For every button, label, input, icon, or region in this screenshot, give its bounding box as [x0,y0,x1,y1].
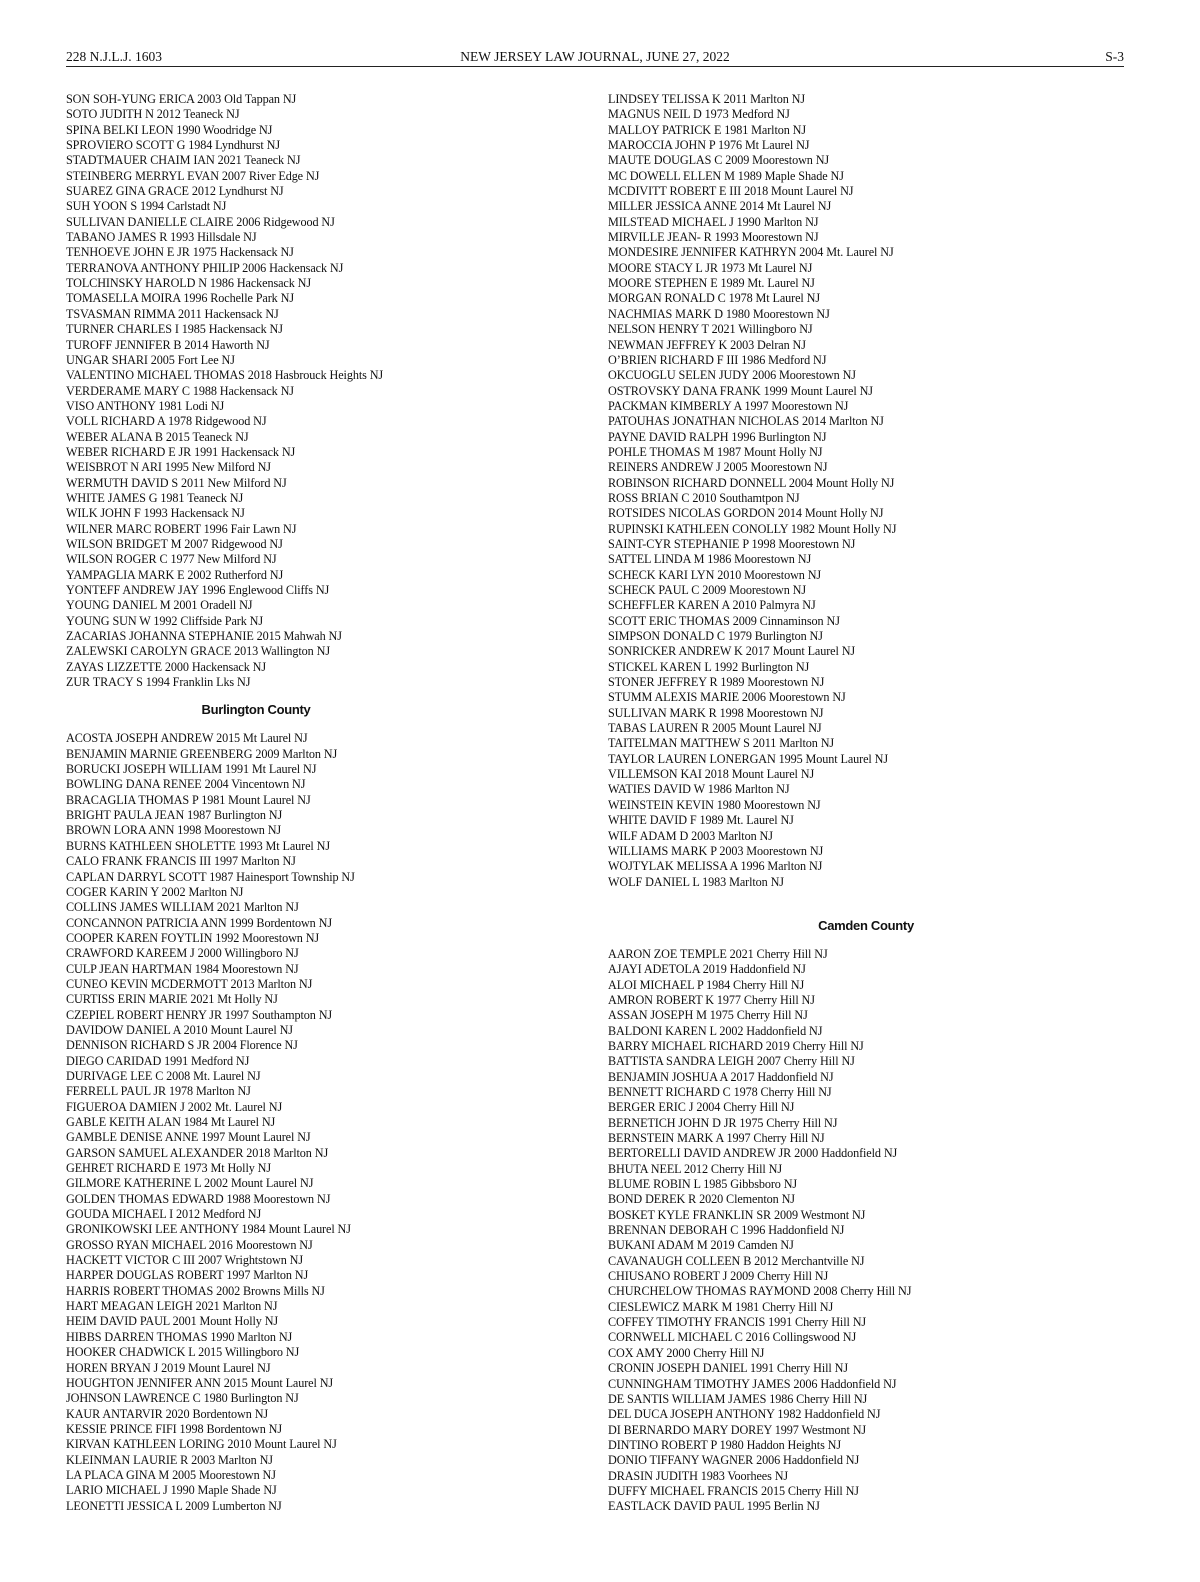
list-item: CORNWELL MICHAEL C 2016 Collingswood NJ [608,1330,857,1345]
list-item: BENJAMIN JOSHUA A 2017 Haddonfield NJ [608,1069,834,1084]
list-item: WILSON ROGER C 1977 New Milford NJ [66,552,277,567]
list-item: COLLINS JAMES WILLIAM 2021 Marlton NJ [66,900,299,915]
list-item: BERNETICH JOHN D JR 1975 Cherry Hill NJ [608,1115,838,1130]
list-item: VILLEMSON KAI 2018 Mount Laurel NJ [608,767,815,782]
list-item: DI BERNARDO MARY DOREY 1997 Westmont NJ [608,1422,867,1437]
list-item: BRIGHT PAULA JEAN 1987 Burlington NJ [66,808,283,823]
list-item: HART MEAGAN LEIGH 2021 Marlton NJ [66,1299,278,1314]
publication-title: NEW JERSEY LAW JOURNAL, JUNE 27, 2022 [460,49,730,64]
list-item: KLEINMAN LAURIE R 2003 Marlton NJ [66,1452,273,1467]
list-item: MOORE STACY L JR 1973 Mt Laurel NJ [608,260,813,275]
list-item: JOHNSON LAWRENCE C 1980 Burlington NJ [66,1391,299,1406]
list-item: WILF ADAM D 2003 Marlton NJ [608,828,773,843]
list-item: KIRVAN KATHLEEN LORING 2010 Mount Laurel NJ [66,1437,337,1452]
list-item: SULLIVAN MARK R 1998 Moorestown NJ [608,705,824,720]
list-item: BOWLING DANA RENEE 2004 Vincentown NJ [66,777,306,792]
list-item: BALDONI KAREN L 2002 Haddonfield NJ [608,1023,823,1038]
list-item: BOSKET KYLE FRANKLIN SR 2009 Westmont NJ [608,1207,866,1222]
list-item: BENNETT RICHARD C 1978 Cherry Hill NJ [608,1084,832,1099]
list-item: MONDESIRE JENNIFER KATHRYN 2004 Mt. Laurel NJ [608,245,894,260]
list-item: AJAYI ADETOLA 2019 Haddonfield NJ [608,962,806,977]
list-item: HIBBS DARREN THOMAS 1990 Marlton NJ [66,1329,293,1344]
list-item: KESSIE PRINCE FIFI 1998 Bordentown NJ [66,1421,283,1436]
list-item: CAVANAUGH COLLEEN B 2012 Merchantville NJ [608,1253,865,1268]
list-item: TABANO JAMES R 1993 Hillsdale NJ [66,230,257,245]
list-item: SAINT-CYR STEPHANIE P 1998 Moorestown NJ [608,536,856,551]
list-item: YOUNG SUN W 1992 Cliffside Park NJ [66,613,264,628]
list-item: WHITE DAVID F 1989 Mt. Laurel NJ [608,813,794,828]
list-item: BOND DEREK R 2020 Clementon NJ [608,1192,795,1207]
page-header [66,49,1124,67]
list-item: DENNISON RICHARD S JR 2004 Florence NJ [66,1038,298,1053]
page-number: S-3 [1105,49,1124,64]
list-item: MOORE STEPHEN E 1989 Mt. Laurel NJ [608,276,815,291]
list-item: DURIVAGE LEE C 2008 Mt. Laurel NJ [66,1068,261,1083]
list-item: SONRICKER ANDREW K 2017 Mount Laurel NJ [608,644,856,659]
list-item: CUNEO KEVIN MCDERMOTT 2013 Marlton NJ [66,976,313,991]
list-item: SCHEFFLER KAREN A 2010 Palmyra NJ [608,598,816,613]
list-item: HOOKER CHADWICK L 2015 Willingboro NJ [66,1345,300,1360]
list-item: BRENNAN DEBORAH C 1996 Haddonfield NJ [608,1223,845,1238]
list-item: STEINBERG MERRYL EVAN 2007 River Edge NJ [66,168,320,183]
list-item: BENJAMIN MARNIE GREENBERG 2009 Marlton NJ [66,746,338,761]
list-item: CURTISS ERIN MARIE 2021 Mt Holly NJ [66,992,278,1007]
list-item: LARIO MICHAEL J 1990 Maple Shade NJ [66,1483,277,1498]
list-item: GABLE KEITH ALAN 1984 Mt Laurel NJ [66,1115,276,1129]
list-item: BATTISTA SANDRA LEIGH 2007 Cherry Hill NJ [608,1054,855,1069]
list-item: WEISBROT N ARI 1995 New Milford NJ [66,460,271,475]
camden-county-heading: Camden County [818,917,914,933]
list-item: TOMASELLA MOIRA 1996 Rochelle Park NJ [66,291,294,306]
list-item: CHURCHELOW THOMAS RAYMOND 2008 Cherry Hill NJ [608,1284,912,1299]
list-item: HEIM DAVID PAUL 2001 Mount Holly NJ [66,1314,279,1329]
list-item: SULLIVAN DANIELLE CLAIRE 2006 Ridgewood NJ [66,214,335,229]
list-item: POHLE THOMAS M 1987 Mount Holly NJ [608,444,823,459]
list-item: WEBER ALANA B 2015 Teaneck NJ [66,429,249,444]
list-item: DONIO TIFFANY WAGNER 2006 Haddonfield NJ [608,1453,860,1468]
burlington-county-heading: Burlington County [201,702,311,718]
list-item: DINTINO ROBERT P 1980 Haddon Heights NJ [608,1437,842,1452]
list-item: ROTSIDES NICOLAS GORDON 2014 Mount Holly NJ [608,506,884,521]
list-item: HACKETT VICTOR C III 2007 Wrightstown NJ [66,1253,304,1268]
list-item: NACHMIAS MARK D 1980 Moorestown NJ [608,306,830,321]
list-item: MALLOY PATRICK E 1981 Marlton NJ [608,122,807,137]
list-item: NELSON HENRY T 2021 Willingboro NJ [608,322,813,337]
list-item: CULP JEAN HARTMAN 1984 Moorestown NJ [66,961,299,976]
list-item: ACOSTA JOSEPH ANDREW 2015 Mt Laurel NJ [66,731,308,746]
list-item: AMRON ROBERT K 1977 Cherry Hill NJ [608,992,815,1007]
list-item: COFFEY TIMOTHY FRANCIS 1991 Cherry Hill NJ [608,1315,867,1330]
list-item: SCOTT ERIC THOMAS 2009 Cinnaminson NJ [608,613,840,628]
list-item: GAMBLE DENISE ANNE 1997 Mount Laurel NJ [66,1130,311,1145]
list-item: SCHECK PAUL C 2009 Moorestown NJ [608,583,807,597]
list-item: OSTROVSKY DANA FRANK 1999 Mount Laurel NJ [608,383,873,398]
list-item: BERTORELLI DAVID ANDREW JR 2000 Haddonfield NJ [608,1146,898,1161]
list-item: TABAS LAUREN R 2005 Mount Laurel NJ [608,721,822,736]
list-item: GOUDA MICHAEL I 2012 Medford NJ [66,1207,262,1222]
list-item: NEWMAN JEFFREY K 2003 Delran NJ [608,337,806,352]
list-item: O’BRIEN RICHARD F III 1986 Medford NJ [608,352,827,367]
list-item: BUKANI ADAM M 2019 Camden NJ [608,1238,794,1253]
list-item: ZUR TRACY S 1994 Franklin Lks NJ [66,675,251,690]
list-item: WILSON BRIDGET M 2007 Ridgewood NJ [66,536,283,551]
list-item: MILLER JESSICA ANNE 2014 Mt Laurel NJ [608,199,832,214]
list-item: STUMM ALEXIS MARIE 2006 Moorestown NJ [608,690,846,705]
list-item: SON SOH-YUNG ERICA 2003 Old Tappan NJ [66,92,297,106]
list-item: SATTEL LINDA M 1986 Moorestown NJ [608,552,812,567]
list-item: SOTO JUDITH N 2012 Teaneck NJ [66,107,240,122]
list-item: WEBER RICHARD E JR 1991 Hackensack NJ [66,444,296,459]
list-item: GEHRET RICHARD E 1973 Mt Holly NJ [66,1161,272,1176]
list-item: BERGER ERIC J 2004 Cherry Hill NJ [608,1100,795,1115]
right-column [608,92,1128,1515]
list-item: GILMORE KATHERINE L 2002 Mount Laurel NJ [66,1176,314,1191]
list-item: DE SANTIS WILLIAM JAMES 1986 Cherry Hill NJ [608,1391,868,1406]
list-item: YAMPAGLIA MARK E 2002 Rutherford NJ [66,567,284,582]
list-item: BARRY MICHAEL RICHARD 2019 Cherry Hill NJ [608,1038,864,1053]
list-item: MCDIVITT ROBERT E III 2018 Mount Laurel NJ [608,184,854,199]
list-item: MIRVILLE JEAN- R 1993 Moorestown NJ [608,230,819,245]
list-item: DUFFY MICHAEL FRANCIS 2015 Cherry Hill NJ [608,1483,859,1498]
list-item: VERDERAME MARY C 1988 Hackensack NJ [66,383,294,398]
list-item: TURNER CHARLES I 1985 Hackensack NJ [66,322,283,337]
list-item: BRACAGLIA THOMAS P 1981 Mount Laurel NJ [66,792,311,807]
list-item: GARSON SAMUEL ALEXANDER 2018 Marlton NJ [66,1145,329,1160]
list-item: CHIUSANO ROBERT J 2009 Cherry Hill NJ [608,1269,829,1284]
list-item: CALO FRANK FRANCIS III 1997 Marlton NJ [66,854,296,869]
list-item: YOUNG DANIEL M 2001 Oradell NJ [66,598,253,613]
burlington-list [66,731,586,1514]
list-item: HARRIS ROBERT THOMAS 2002 Browns Mills NJ [66,1283,325,1298]
list-item: SPINA BELKI LEON 1990 Woodridge NJ [66,122,273,137]
list-item: COOPER KAREN FOYTLIN 1992 Moorestown NJ [66,930,320,945]
list-item: VOLL RICHARD A 1978 Ridgewood NJ [66,414,267,429]
list-item: TERRANOVA ANTHONY PHILIP 2006 Hackensack NJ [66,260,344,275]
list-item: CIESLEWICZ MARK M 1981 Cherry Hill NJ [608,1299,834,1314]
list-item: BROWN LORA ANN 1998 Moorestown NJ [66,823,282,838]
list-item: CAPLAN DARRYL SCOTT 1987 Hainesport Township NJ [66,869,355,884]
list-item: TENHOEVE JOHN E JR 1975 Hackensack NJ [66,245,294,260]
list-item: TAITELMAN MATTHEW S 2011 Marlton NJ [608,736,835,751]
list-item: OKCUOGLU SELEN JUDY 2006 Moorestown NJ [608,368,856,383]
list-item: MORGAN RONALD C 1978 Mt Laurel NJ [608,291,821,306]
list-item: GRONIKOWSKI LEE ANTHONY 1984 Mount Laurel NJ [66,1222,351,1237]
list-item: SUH YOON S 1994 Carlstadt NJ [66,199,227,214]
camden-list [608,947,1128,1515]
list-item: YONTEFF ANDREW JAY 1996 Englewood Cliffs NJ [66,583,330,597]
list-item: ROSS BRIAN C 2010 Southamtpon NJ [608,490,800,505]
list-item: WILK JOHN F 1993 Hackensack NJ [66,506,245,521]
list-item: TAYLOR LAUREN LONERGAN 1995 Mount Laurel NJ [608,751,888,766]
list-item: WEINSTEIN KEVIN 1980 Moorestown NJ [608,797,821,812]
list-item: STADTMAUER CHAIM IAN 2021 Teaneck NJ [66,153,301,168]
list-item: TUROFF JENNIFER B 2014 Haworth NJ [66,337,270,352]
list-item: PATOUHAS JONATHAN NICHOLAS 2014 Marlton NJ [608,414,884,429]
list-item: FERRELL PAUL JR 1978 Marlton NJ [66,1084,251,1099]
burlington-continued-list [608,92,1128,890]
list-item: GROSSO RYAN MICHAEL 2016 Moorestown NJ [66,1237,313,1252]
list-item: SPROVIERO SCOTT G 1984 Lyndhurst NJ [66,138,280,153]
list-item: VALENTINO MICHAEL THOMAS 2018 Hasbrouck Heights NJ [66,368,384,383]
list-item: DAVIDOW DANIEL A 2010 Mount Laurel NJ [66,1022,293,1037]
list-item: STICKEL KAREN L 1992 Burlington NJ [608,659,810,674]
list-item: LINDSEY TELISSA K 2011 Marlton NJ [608,92,806,106]
list-item: ROBINSON RICHARD DONNELL 2004 Mount Holly NJ [608,475,895,490]
list-item: BORUCKI JOSEPH WILLIAM 1991 Mt Laurel NJ [66,762,317,777]
list-item: CUNNINGHAM TIMOTHY JAMES 2006 Haddonfield NJ [608,1376,897,1391]
list-item: AARON ZOE TEMPLE 2021 Cherry Hill NJ [608,946,828,961]
list-item: MC DOWELL ELLEN M 1989 Maple Shade NJ [608,168,844,183]
list-item: COGER KARIN Y 2002 Marlton NJ [66,884,244,899]
list-item: RUPINSKI KATHLEEN CONOLLY 1982 Mount Holly NJ [608,521,897,536]
list-item: WOJTYLAK MELISSA A 1996 Marlton NJ [608,859,823,874]
list-item: MAROCCIA JOHN P 1976 Mt Laurel NJ [608,138,810,153]
list-item: STONER JEFFREY R 1989 Moorestown NJ [608,675,825,690]
list-item: ZACARIAS JOHANNA STEPHANIE 2015 Mahwah NJ [66,629,342,644]
list-item: ZALEWSKI CAROLYN GRACE 2013 Wallington NJ [66,644,330,659]
list-item: PAYNE DAVID RALPH 1996 Burlington NJ [608,429,827,444]
list-item: REINERS ANDREW J 2005 Moorestown NJ [608,460,828,475]
list-item: WATIES DAVID W 1986 Marlton NJ [608,782,790,797]
list-item: TOLCHINSKY HAROLD N 1986 Hackensack NJ [66,276,311,291]
list-item: MAGNUS NEIL D 1973 Medford NJ [608,107,790,122]
list-item: BURNS KATHLEEN SHOLETTE 1993 Mt Laurel NJ [66,838,331,853]
list-item: HOUGHTON JENNIFER ANN 2015 Mount Laurel NJ [66,1375,334,1390]
list-item: BERNSTEIN MARK A 1997 Cherry Hill NJ [608,1131,825,1145]
list-item: UNGAR SHARI 2005 Fort Lee NJ [66,352,235,367]
list-item: CRONIN JOSEPH DANIEL 1991 Cherry Hill NJ [608,1361,848,1376]
list-item: WOLF DANIEL L 1983 Marlton NJ [608,874,784,889]
list-item: MAUTE DOUGLAS C 2009 Moorestown NJ [608,153,830,168]
list-item: HOREN BRYAN J 2019 Mount Laurel NJ [66,1360,271,1375]
list-item: CZEPIEL ROBERT HENRY JR 1997 Southampton NJ [66,1007,333,1022]
list-item: SIMPSON DONALD C 1979 Burlington NJ [608,629,823,644]
list-item: CRAWFORD KAREEM J 2000 Willingboro NJ [66,946,299,961]
list-item: DIEGO CARIDAD 1991 Medford NJ [66,1053,250,1068]
list-item: WHITE JAMES G 1981 Teaneck NJ [66,490,244,505]
list-item: ALOI MICHAEL P 1984 Cherry Hill NJ [608,977,805,992]
list-item: CONCANNON PATRICIA ANN 1999 Bordentown NJ [66,915,332,930]
list-item: SUAREZ GINA GRACE 2012 Lyndhurst NJ [66,184,284,199]
list-item: TSVASMAN RIMMA 2011 Hackensack NJ [66,306,279,321]
list-item: WERMUTH DAVID S 2011 New Milford NJ [66,475,287,490]
list-item: DEL DUCA JOSEPH ANTHONY 1982 Haddonfield NJ [608,1407,881,1422]
page-citation: 228 N.J.L.J. 1603 [66,49,163,64]
list-item: SCHECK KARI LYN 2010 Moorestown NJ [608,567,822,582]
list-item: ZAYAS LIZZETTE 2000 Hackensack NJ [66,659,267,674]
list-item: BHUTA NEEL 2012 Cherry Hill NJ [608,1161,782,1176]
list-item: FIGUEROA DAMIEN J 2002 Mt. Laurel NJ [66,1099,283,1114]
list-item: COX AMY 2000 Cherry Hill NJ [608,1345,765,1360]
bergen-continued-list [66,92,586,690]
list-item: HARPER DOUGLAS ROBERT 1997 Marlton NJ [66,1268,309,1283]
list-item: PACKMAN KIMBERLY A 1997 Moorestown NJ [608,398,849,413]
list-item: WILLIAMS MARK P 2003 Moorestown NJ [608,843,824,858]
list-item: GOLDEN THOMAS EDWARD 1988 Moorestown NJ [66,1191,331,1206]
list-item: KAUR ANTARVIR 2020 Bordentown NJ [66,1406,269,1421]
list-item: ASSAN JOSEPH M 1975 Cherry Hill NJ [608,1008,808,1023]
list-item: LEONETTI JESSICA L 2009 Lumberton NJ [66,1498,282,1513]
list-item: WILNER MARC ROBERT 1996 Fair Lawn NJ [66,521,297,536]
list-item: VISO ANTHONY 1981 Lodi NJ [66,398,225,413]
list-item: MILSTEAD MICHAEL J 1990 Marlton NJ [608,214,819,229]
list-item: DRASIN JUDITH 1983 Voorhees NJ [608,1468,789,1483]
list-item: BLUME ROBIN L 1985 Gibbsboro NJ [608,1177,798,1192]
left-column [66,92,586,1514]
list-item: LA PLACA GINA M 2005 Moorestown NJ [66,1467,276,1482]
list-item: EASTLACK DAVID PAUL 1995 Berlin NJ [608,1499,820,1514]
